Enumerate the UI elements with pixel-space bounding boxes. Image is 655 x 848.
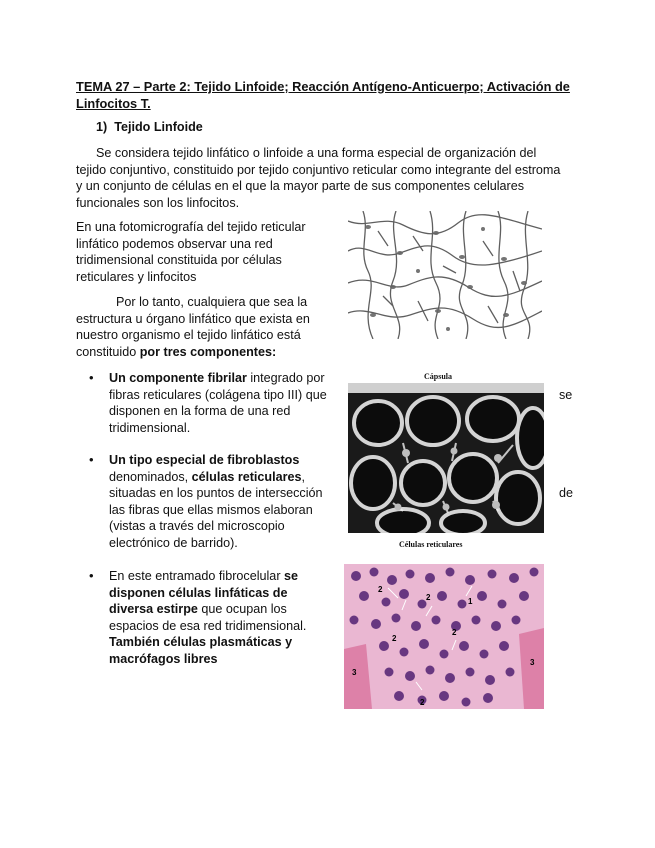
bullet-1-line-1 xyxy=(109,370,325,387)
bullet-2-line-6: electrónico de barrido). xyxy=(109,536,238,550)
bullet-1-marker: • xyxy=(89,370,94,385)
photo-paragraph-line-3: tridimensional constituida por células xyxy=(76,253,282,267)
photo-paragraph-line-4: reticulares y linfocitos xyxy=(76,270,197,284)
bullet-3-line-3 xyxy=(109,601,287,618)
intro-line-1: Se considera tejido linfático o linfoide a una forma especial de organización del xyxy=(96,146,537,160)
bullet-1-line-2: fibras reticulares (colágena tipo III) que xyxy=(109,388,327,402)
histo-label: 2 xyxy=(426,593,431,602)
bullet-1-trail: se xyxy=(559,388,573,402)
bullet-1-rest: integrado por xyxy=(246,371,325,385)
bullet-2-trail: de xyxy=(559,486,574,500)
therefore-line-4 xyxy=(76,344,276,361)
bullet-3-line-4: espacios de esa red tridimensional. xyxy=(109,619,307,633)
reticular-tissue-micrograph xyxy=(348,211,542,339)
bullet-3-plain-2: que ocupan los xyxy=(197,602,287,616)
photo-paragraph-line-1: En una fotomicrografía del tejido reticular xyxy=(76,220,306,234)
bullet-3-line-1 xyxy=(109,568,298,585)
sem-caption-celulas: Células reticulares xyxy=(399,540,463,549)
bullet-2-bold: células reticulares xyxy=(191,470,302,484)
section-heading xyxy=(96,119,203,136)
intro-line-2: tejido conjuntivo, constituido por tejido conjuntivo reticular como integrante del estroma xyxy=(76,163,561,177)
bullet-2-line-5: (vistas a través del microscopio xyxy=(109,519,285,533)
sem-micrograph xyxy=(348,383,544,533)
therefore-bold: por tres componentes: xyxy=(139,345,277,359)
bullet-2-line-2 xyxy=(109,469,305,486)
bullet-2-plain: denominados, xyxy=(109,470,192,484)
bullet-3-marker: • xyxy=(89,568,94,583)
histo-label: 2 xyxy=(420,698,425,707)
histo-label: 2 xyxy=(452,628,457,637)
histo-label: 2 xyxy=(378,585,383,594)
bullet-2-line-4: las fibras que ellas mismos elaboran xyxy=(109,503,313,517)
histology-micrograph xyxy=(344,564,544,709)
bullet-1-bold: Un componente fibrilar xyxy=(109,371,247,385)
intro-line-4: funcionales son los linfocitos. xyxy=(76,196,240,210)
bullet-1-line-4: tridimensional. xyxy=(109,421,191,435)
bullet-3-line-6: macrófagos libres xyxy=(109,652,218,666)
histo-label: 1 xyxy=(468,597,473,606)
histo-label: 2 xyxy=(392,634,397,643)
therefore-line-3: nuestro organismo el tejido linfático está xyxy=(76,328,301,342)
page-title-line-1: TEMA 27 – Parte 2: Tejido Linfoide; Reacción Antígeno-Anticuerpo; Activación de xyxy=(76,79,570,94)
bullet-3-line-2: disponen células linfáticas de xyxy=(109,586,288,600)
section-title: Tejido Linfoide xyxy=(114,120,203,134)
sem-caption-capsula: Cápsula xyxy=(424,372,453,381)
therefore-line-2: estructura u órgano linfático que exista en xyxy=(76,312,310,326)
bullet-3-bold-2: diversa estirpe xyxy=(109,602,198,616)
bullet-3-line-5: También células plasmáticas y xyxy=(109,635,293,649)
photo-paragraph-line-2: linfático podemos observar una red xyxy=(76,237,273,251)
therefore-line-1: Por lo tanto, cualquiera que sea la xyxy=(116,295,308,309)
bullet-2-comma: , xyxy=(301,470,306,484)
section-number: 1) xyxy=(96,120,108,134)
bullet-1-line-3: disponen en la forma de una red xyxy=(109,404,291,418)
page-title-line-2: Linfocitos T. xyxy=(76,96,151,111)
bullet-2-line-1: Un tipo especial de fibroblastos xyxy=(109,453,300,467)
histo-label: 3 xyxy=(352,668,357,677)
therefore-plain: constituido xyxy=(76,345,140,359)
histo-label: 3 xyxy=(530,658,535,667)
bullet-3-plain: En este entramado fibrocelular xyxy=(109,569,285,583)
intro-line-3: y un conjunto de células en el que la mayor parte de sus componentes celulares xyxy=(76,179,525,193)
bullet-2-line-3: situadas en los puntos de intersección xyxy=(109,486,323,500)
bullet-3-bold: se xyxy=(284,569,299,583)
bullet-2-marker: • xyxy=(89,452,94,467)
